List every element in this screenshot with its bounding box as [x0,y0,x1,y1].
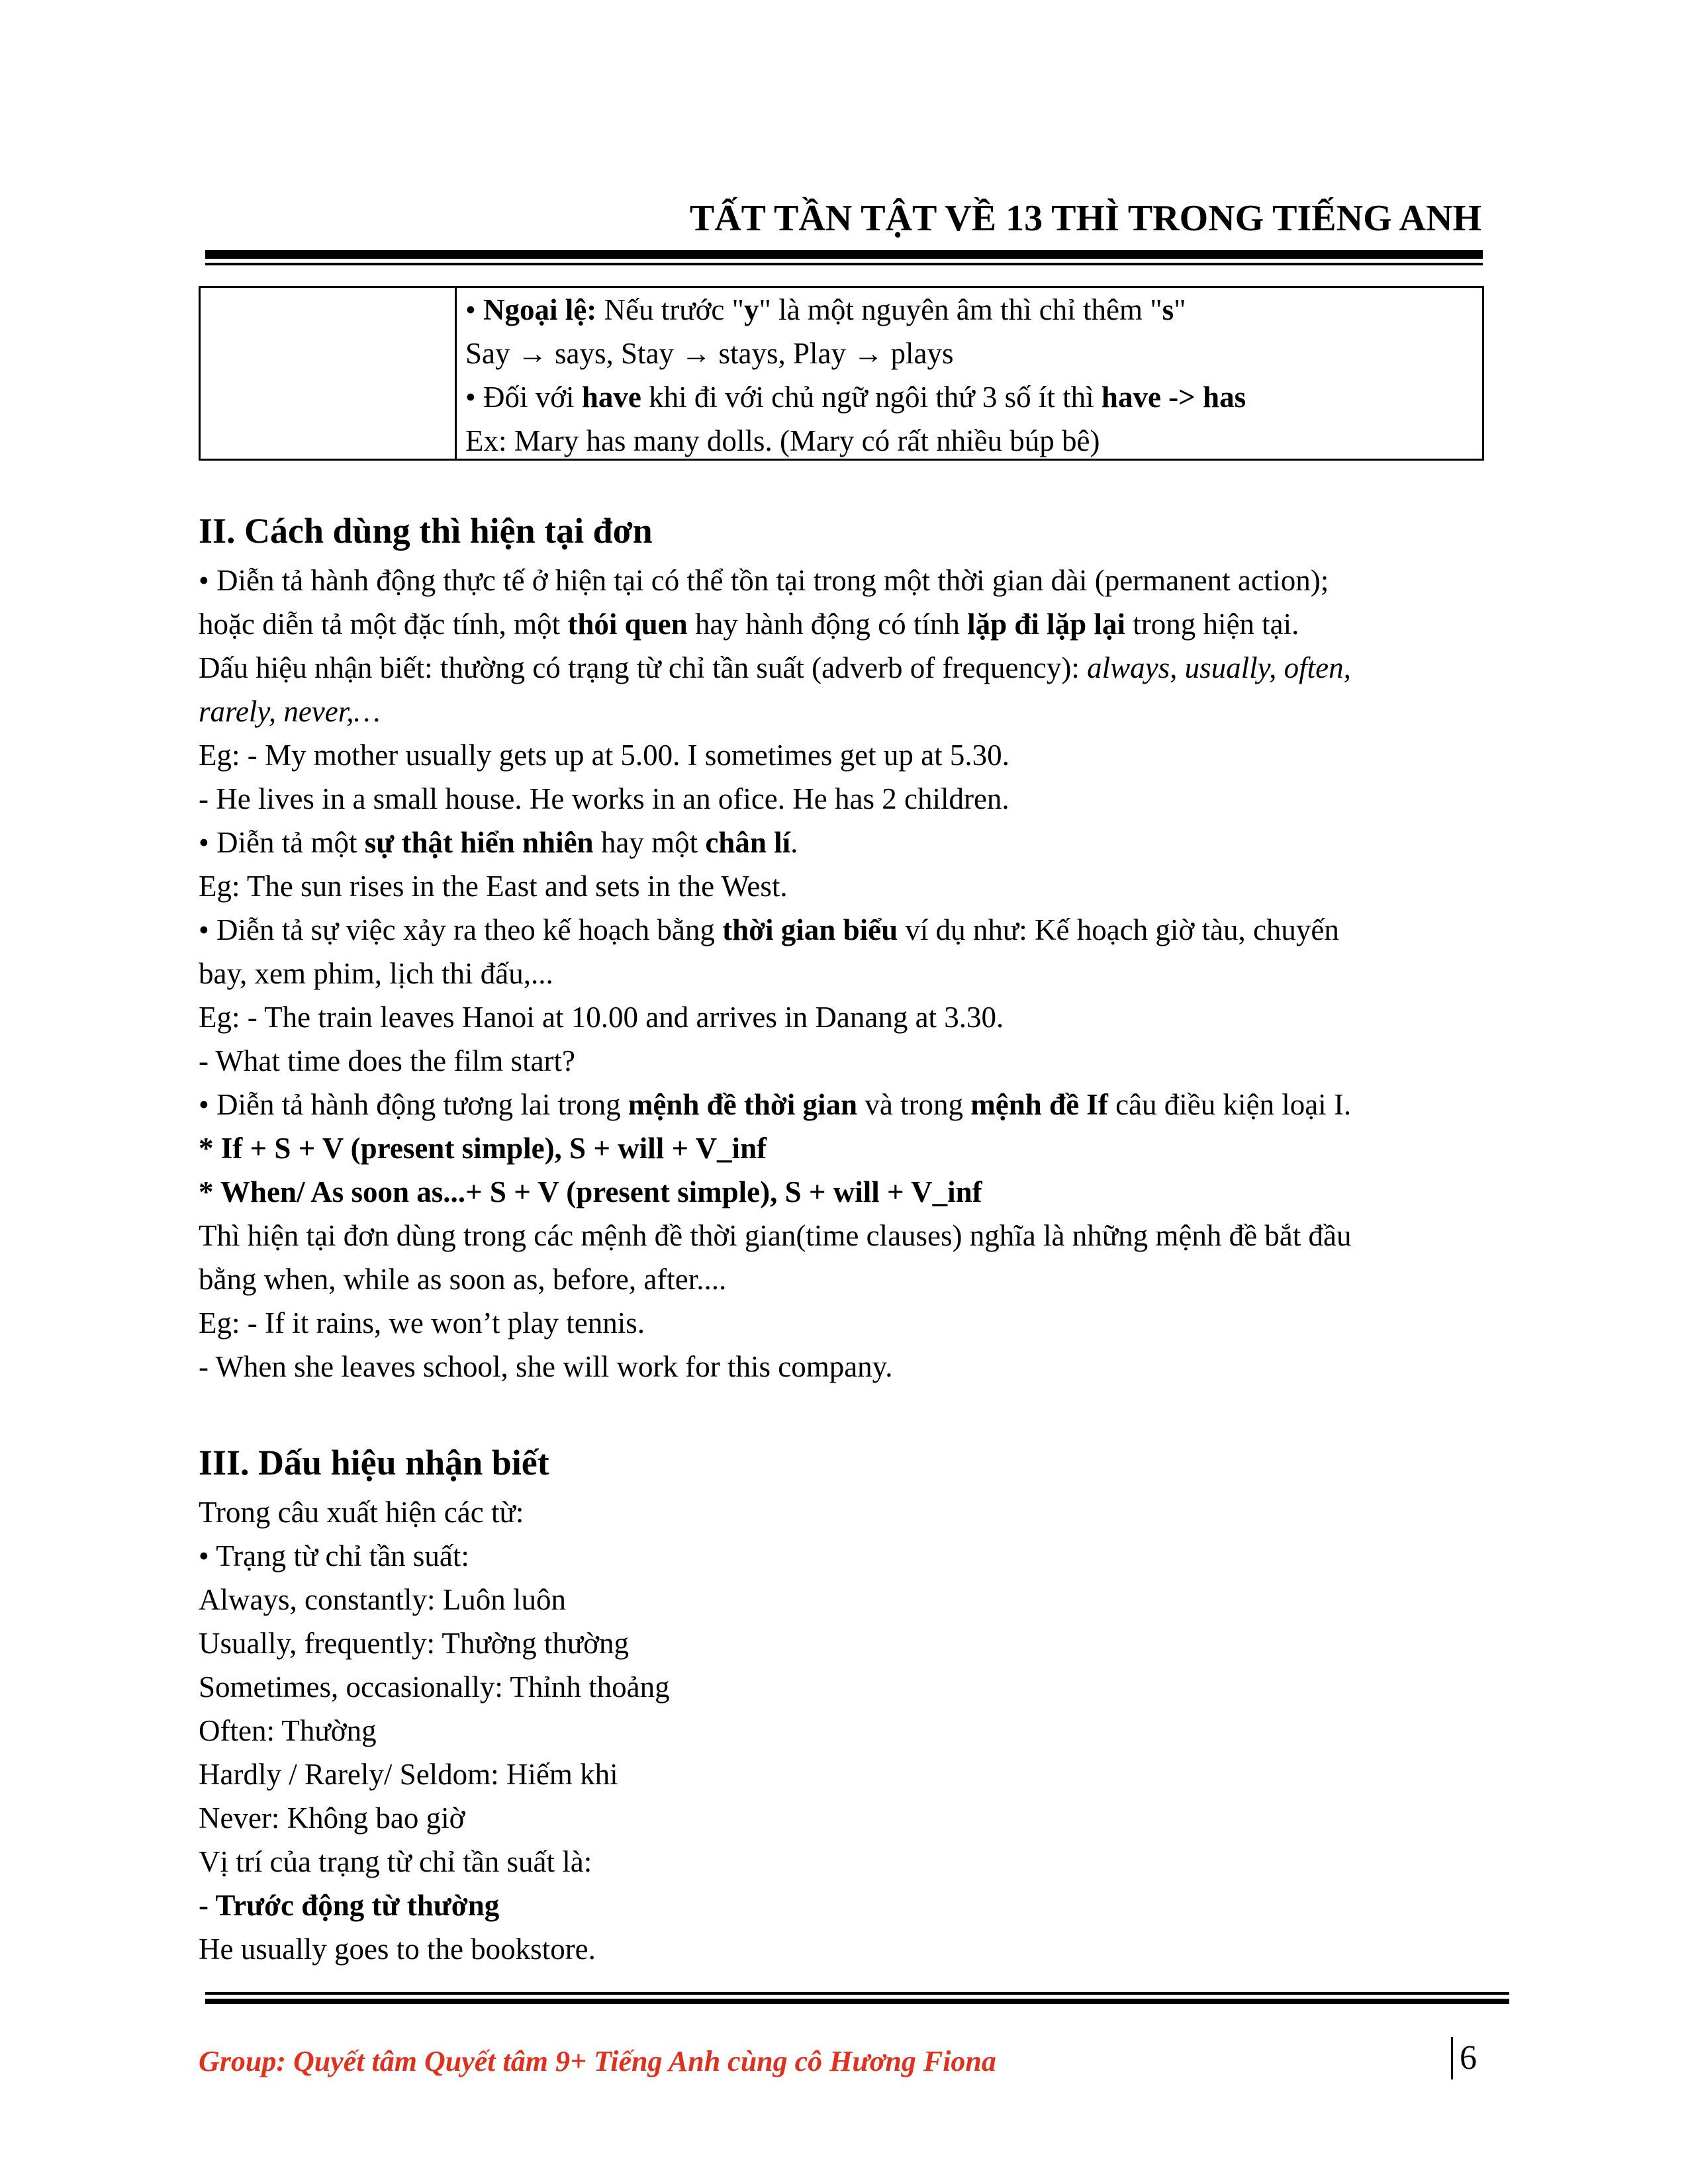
adverb-label: • Trạng từ chỉ tần suất: [199,1539,469,1572]
adverb-item: Often: Thường [199,1714,377,1747]
signs-line-cont: rarely, never,… [199,695,381,728]
table-content-cell [465,288,1476,463]
footer-group-name: Group: Quyết tâm Quyết tâm 9+ Tiếng Anh cùng cô Hương Fiona [199,2045,996,2077]
adverb-item: Usually, frequently: Thường thường [199,1627,630,1660]
usage-point-4: • Diễn tả hành động tương lai trong mệnh đề thời gian và trong mệnh đề If câu điều kiện loại I. [199,1088,1352,1121]
header-rule-thin [205,263,1483,265]
footer-rule-thin [205,1992,1509,1995]
adverb-item: Sometimes, occasionally: Thỉnh thoảng [199,1670,670,1704]
page-header-title: TẤT TẦN TẬT VỀ 13 THÌ TRONG TIẾNG ANH [689,198,1481,239]
adverb-item: Never: Không bao giờ [199,1801,465,1835]
example-4: Eg: - The train leaves Hanoi at 10.00 and arrives in Danang at 3.30. [199,1001,1004,1034]
position-rule: - Trước động từ thường [199,1889,500,1922]
position-example: He usually goes to the bookstore. [199,1933,596,1966]
adverb-item: Hardly / Rarely/ Seldom: Hiếm khi [199,1758,618,1791]
example-line: Ex: Mary has many dolls. (Mary có rất nhiều búp bê) [465,424,1100,457]
position-label: Vị trí của trạng từ chỉ tần suất là: [199,1845,592,1878]
have-rule-line: • Đối với have khi đi với chủ ngữ ngôi thứ 3 số ít thì have -> has [465,381,1246,414]
usage-point-3-cont: bay, xem phim, lịch thi đấu,... [199,957,553,990]
body-text [199,503,1486,1971]
example-6: Eg: - If it rains, we won’t play tennis. [199,1306,645,1340]
example-7: - When she leaves school, she will work for this company. [199,1350,893,1383]
example-2: - He lives in a small house. He works in an ofice. He has 2 children. [199,782,1009,815]
formula-when: * When/ As soon as...+ S + V (present simple), S + will + V_inf [199,1175,982,1208]
example-5: - What time does the film start? [199,1044,576,1077]
section-title-usage: II. Cách dùng thì hiện tại đơn [199,511,653,551]
usage-point-3: • Diễn tả sự việc xảy ra theo kế hoạch bằng thời gian biểu ví dụ như: Kế hoạch giờ tàu, chuyến [199,913,1339,946]
page-number: 6 [1451,2037,1477,2079]
header-rule-thick [205,250,1483,259]
section-title-signs: III. Dấu hiệu nhận biết [199,1443,549,1482]
example-1: Eg: - My mother usually gets up at 5.00. I sometimes get up at 5.30. [199,739,1009,772]
footer-rule-thick [205,1999,1509,2004]
time-clause-note-cont: bằng when, while as soon as, before, after.... [199,1263,727,1296]
formula-if: * If + S + V (present simple), S + will + V_inf [199,1132,767,1165]
rules-table [199,286,1484,461]
examples-line: Say → says, Stay → stays, Play → plays [465,337,954,370]
adverb-item: Always, constantly: Luôn luôn [199,1583,566,1616]
signs-line: Dấu hiệu nhận biết: thường có trạng từ chỉ tần suất (adverb of frequency): always, usually, often, [199,651,1351,684]
usage-point-1: • Diễn tả hành động thực tế ở hiện tại có thể tồn tại trong một thời gian dài (permanent action); [199,564,1329,597]
section-gap [199,1388,1486,1435]
example-3: Eg: The sun rises in the East and sets in the West. [199,870,788,903]
exception-line: • Ngoại lệ: Nếu trước "y" là một nguyên âm thì chỉ thêm "s" [465,293,1186,326]
usage-point-2: • Diễn tả một sự thật hiển nhiên hay một chân lí. [199,826,798,859]
signs-intro: Trong câu xuất hiện các từ: [199,1496,524,1529]
time-clause-note: Thì hiện tại đơn dùng trong các mệnh đề thời gian(time clauses) nghĩa là những mệnh đề bắt đầu [199,1219,1352,1252]
table-column-divider [455,288,457,459]
usage-point-1-cont: hoặc diễn tả một đặc tính, một thói quen hay hành động có tính lặp đi lặp lại trong hiện tại. [199,608,1299,641]
